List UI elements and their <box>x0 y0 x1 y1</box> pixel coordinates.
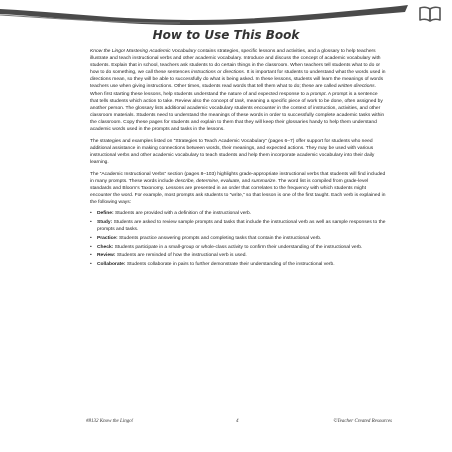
page-title: How to Use This Book <box>152 28 300 42</box>
footer-page-number: 4 <box>236 419 239 424</box>
list-item: • Check: Students participate in a small-group or whole-class activity to confirm their understanding of the instructional verb. <box>90 244 386 251</box>
list-item: • Define: Students are provided with a definition of the instructional verb. <box>90 210 386 217</box>
text-run: contains strategies, specific lessons and activities, and a glossary to help teachers illustrate and teach instructional verbs and other academic vocabulary. Introduce and discuss the concept of academic vocabulary with students. Explain that in school, teachers ask students to do certain things in the classroom. When teachers tell students what to do or how to do something, we call these sentences <box>90 49 381 76</box>
emphasis-text: Know the Lingo! Mastering Academic Vocabulary <box>90 49 197 54</box>
emphasis-text: summarize <box>251 178 276 184</box>
paragraph-strategies <box>90 138 386 166</box>
open-book-icon <box>419 6 441 22</box>
footer-book-code: #8132 Know the Lingo! <box>86 419 134 424</box>
list-item: • Study: Students are asked to review sample prompts and tasks that include the instructional verb as well as sample responses to the prompts and tasks. <box>90 219 386 233</box>
header-brush-banner <box>0 0 452 30</box>
text-run: The “Academic Instructional Verbs” section (pages 8–103) highlights grade-appropriate instructional verbs that students will find included in many prompts. These words include <box>90 171 386 184</box>
list-item: • Practice: Students practice answering prompts and completing tasks that contain the instructional verb. <box>90 235 386 242</box>
emphasis-text: written directions <box>337 84 375 90</box>
text-run: . A prompt is a sentence that tells students which action to take. Review also the concept of <box>90 91 378 104</box>
text-run: . It is important for students to understand what the words used in directions mean, so they will be able to successfully do what is being asked. In these lessons, students will learn the meanings of words teachers use when giving instructions. Other times, students read words that tell them what to do; these are called <box>90 70 386 90</box>
text-run: The strategies and examples listed on “Strategies to Teach Academic Vocabulary” (pages 6–7) offer support for students who need additional assistance in making connections between words, their meanings, and expected actions. They may be used with various instructional verbs and other academic vocabulary to teach students and help them incorporate academic vocabulary into their daily learning. <box>90 138 375 165</box>
paragraph-intro <box>90 48 386 133</box>
body-text <box>90 48 386 270</box>
text-run: and <box>240 178 252 184</box>
list-item: • Review: Students are reminded of how the instructional verb is used. <box>90 252 386 259</box>
emphasis-text: instructions or directions <box>191 70 244 76</box>
text-run: , meaning a specific piece of work to be done, often assigned by another person. The glossary lists additional academic vocabulary students encounter in the context of instruction, activities, and other classroom materials. Students need to understand the meanings of these words in order to successfully complete academic tasks within the classroom. Copy these pages for students and explain to them that they will keep their glossaries handy to help them understand academic words used in the prompts and tasks in the lessons. <box>90 98 385 133</box>
footer-publisher: ©Teacher Created Resources <box>333 419 392 424</box>
emphasis-text: prompt <box>310 91 326 97</box>
emphasis-text: task <box>234 98 244 104</box>
verb-steps-list <box>90 210 386 268</box>
emphasis-text: describe, determine, evaluate, <box>175 178 241 184</box>
text-run: . When first starting these lessons, help students understand the nature of and expected response to a <box>90 84 376 97</box>
list-item: • Collaborate: Students collaborate in pairs to further demonstrate their understanding of the instructional verb. <box>90 261 386 268</box>
text-run: . The word list is compiled from grade-level standards and Bloom’s Taxonomy. Lessons are presented in an order that correlates to the frequency with which students might encounter the word. For example, most prompts ask students to “write,” so that lesson is one of the first taught. Each verb is explained in the following ways: <box>90 178 386 205</box>
paragraph-verbs <box>90 171 386 206</box>
